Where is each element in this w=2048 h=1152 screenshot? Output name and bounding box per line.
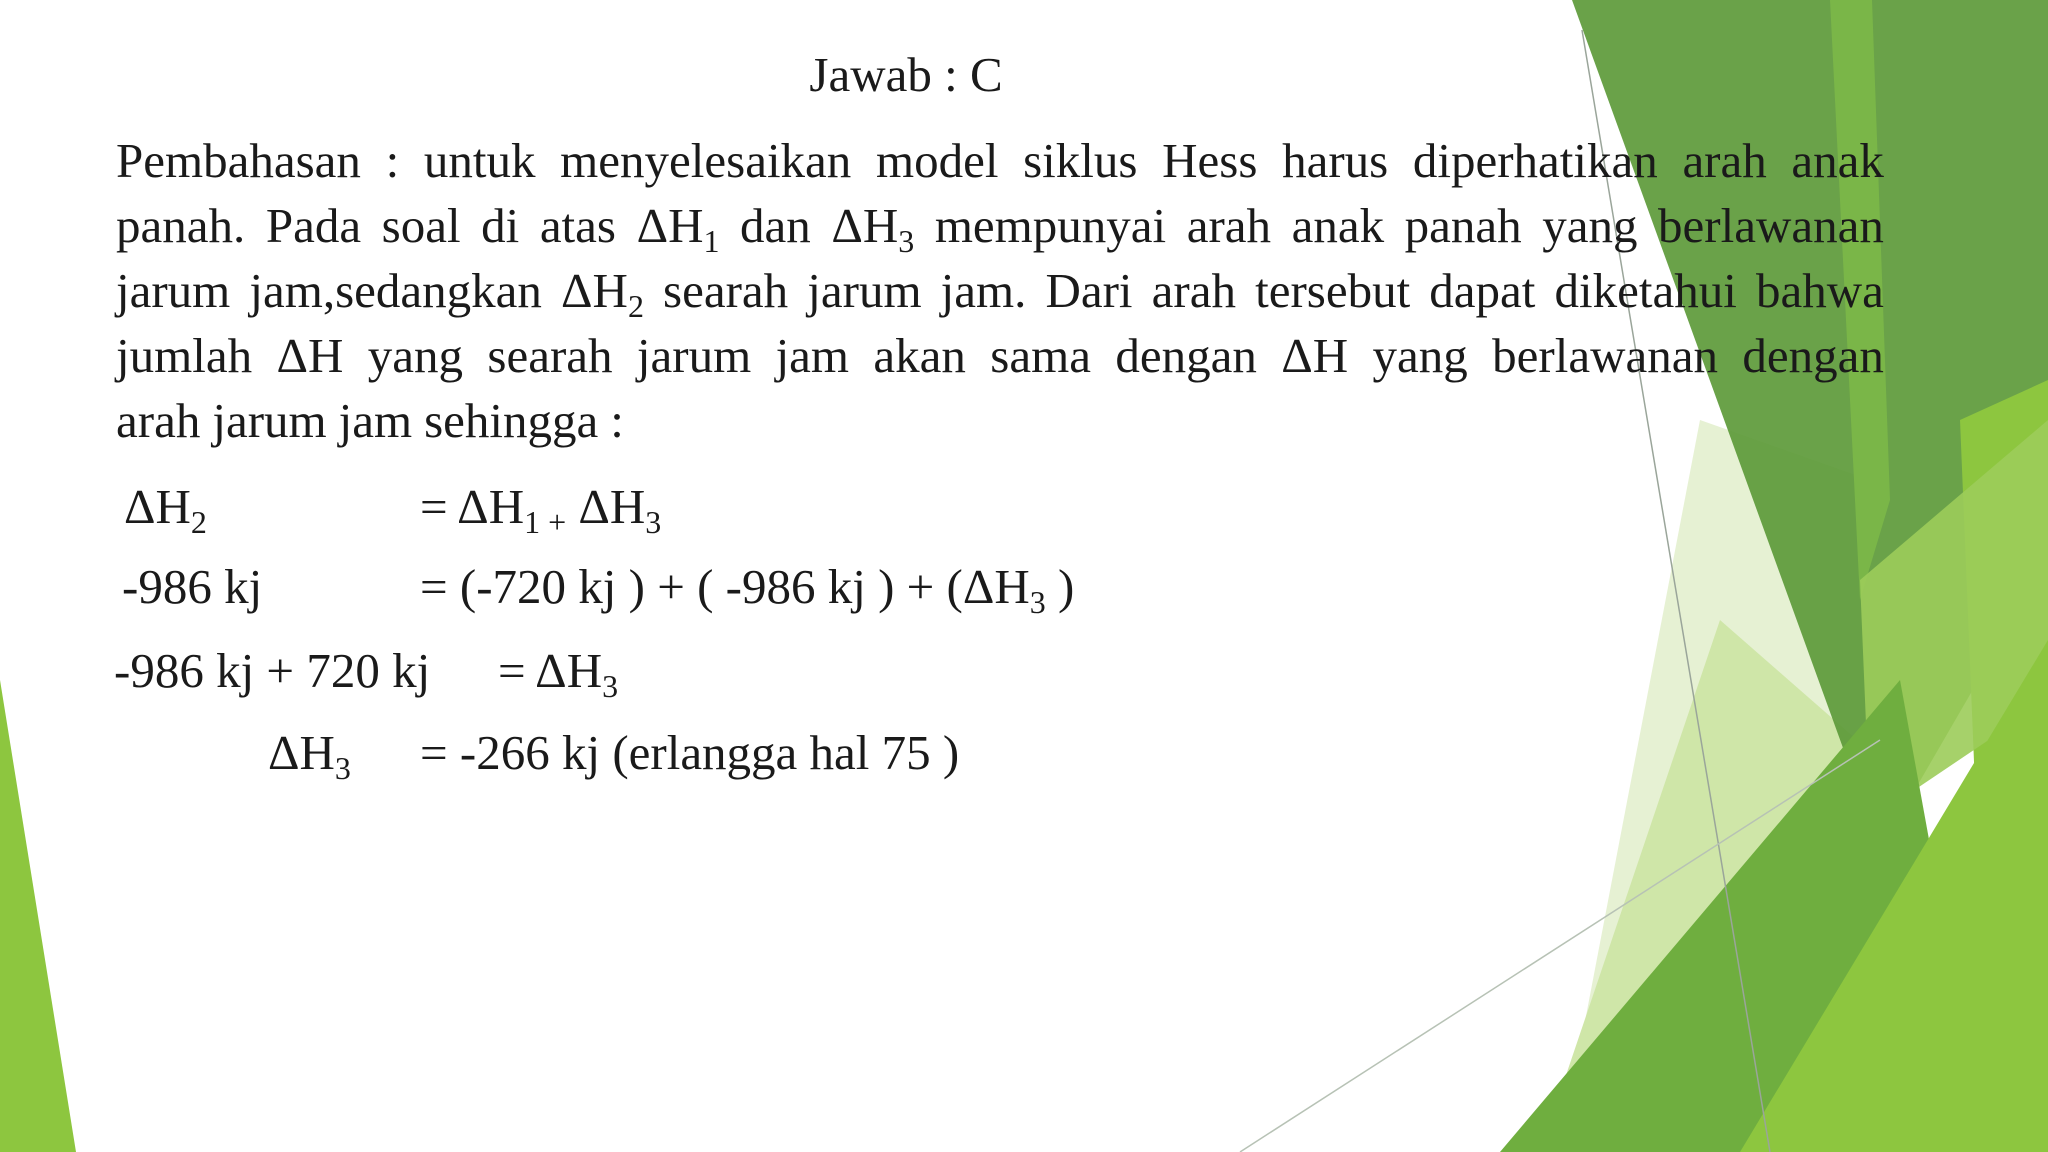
word: : [385,133,400,188]
delta-h-symbol: ΔH [561,263,628,318]
rhs-text: ) [1045,559,1075,614]
paragraph-line-4 [116,323,1884,388]
word: searah [487,328,613,383]
paragraph-line-1 [116,128,1884,193]
delta-h1 [637,193,720,258]
paragraph-line-5 [116,388,1884,453]
word: dapat [1429,263,1536,318]
word: jam [338,393,413,448]
equation-4-lhs [268,725,351,786]
word: jam [775,328,850,383]
word: arah [1151,263,1236,318]
rhs-text: ΔH [566,479,646,534]
word: jarum [636,328,752,383]
word: harus [1282,133,1389,188]
rhs-text: = -266 kj (erlangga hal 75 ) [420,725,960,780]
word: diketahui [1554,263,1737,318]
equation-3-lhs [114,643,431,698]
word: arah [1682,133,1767,188]
word: yang [367,328,463,383]
delta-h3 [831,193,914,258]
subscript: 2 [190,504,207,540]
equation-1-lhs [124,479,207,540]
word: arah [116,393,201,448]
word: anak [1291,198,1385,253]
word: yang [1372,328,1468,383]
lhs-text: -986 kj + 720 kj [114,643,431,698]
equation-3-rhs [498,643,619,704]
subscript: 3 [602,668,619,704]
word: jumlah [116,328,253,383]
subscript: 1 + [524,504,567,540]
word: anak [1791,133,1884,188]
word: atas [539,198,616,253]
subscript: 3 [645,504,662,540]
word: tersebut [1255,263,1411,318]
word: sama [990,328,1091,383]
subscript: 1 [703,223,720,259]
word: jam. [940,263,1027,318]
equation-1-rhs [420,479,662,540]
delta-h-symbol: ΔH [831,198,899,253]
word: panah. [116,198,246,253]
rhs-text: = ΔH [420,479,525,534]
word: akan [873,328,966,383]
word: siklus [1023,133,1138,188]
word: jarum [212,393,327,448]
word: dan [740,198,811,253]
word: dengan [1115,328,1257,383]
paragraph-line-2 [116,193,1884,258]
word: dengan [1742,328,1884,383]
subscript: 3 [898,223,915,259]
word: model [875,133,999,188]
answer-title: Jawab : C [809,47,1003,102]
word: Hess [1162,133,1258,188]
word: jarum [807,263,922,318]
word: ΔH [276,328,344,383]
delta-h2 [561,258,644,323]
word: bahwa [1755,263,1884,318]
word: soal [381,198,461,253]
word: : [610,393,624,448]
left-green-wedge [0,680,76,1152]
lhs-text: ΔH [268,725,335,780]
subscript: 3 [1029,584,1046,620]
word: Pembahasan [116,133,361,188]
subscript: 2 [627,288,644,324]
subscript: 3 [334,750,351,786]
word: berlawanan [1658,198,1884,253]
explanation-paragraph [116,128,1884,453]
word: mempunyai [934,198,1167,253]
rhs-text: = ΔH [498,643,603,698]
word: sehingga [424,393,599,448]
equation-4-rhs [420,725,960,780]
word: diperhatikan [1412,133,1658,188]
paragraph-line-3 [116,258,1884,323]
lhs-text: ΔH [124,479,191,534]
word: menyelesaikan [560,133,852,188]
word: jam,sedangkan [249,263,542,318]
equation-2-lhs [122,559,263,614]
word: arah [1186,198,1272,253]
word: jarum [116,263,231,318]
lhs-text: -986 kj [122,559,263,614]
word: untuk [423,133,536,188]
word: berlawanan [1492,328,1718,383]
equation-2-rhs [420,559,1075,620]
word: Pada [265,198,362,253]
word: di [481,198,520,253]
word: yang [1542,198,1638,253]
word: panah [1404,198,1522,253]
delta-h-symbol: ΔH [636,198,704,253]
word: ΔH [1281,328,1349,383]
word: Dari [1045,263,1133,318]
rhs-text: = (-720 kj ) + ( -986 kj ) + (ΔH [420,559,1030,614]
word: searah [663,263,789,318]
